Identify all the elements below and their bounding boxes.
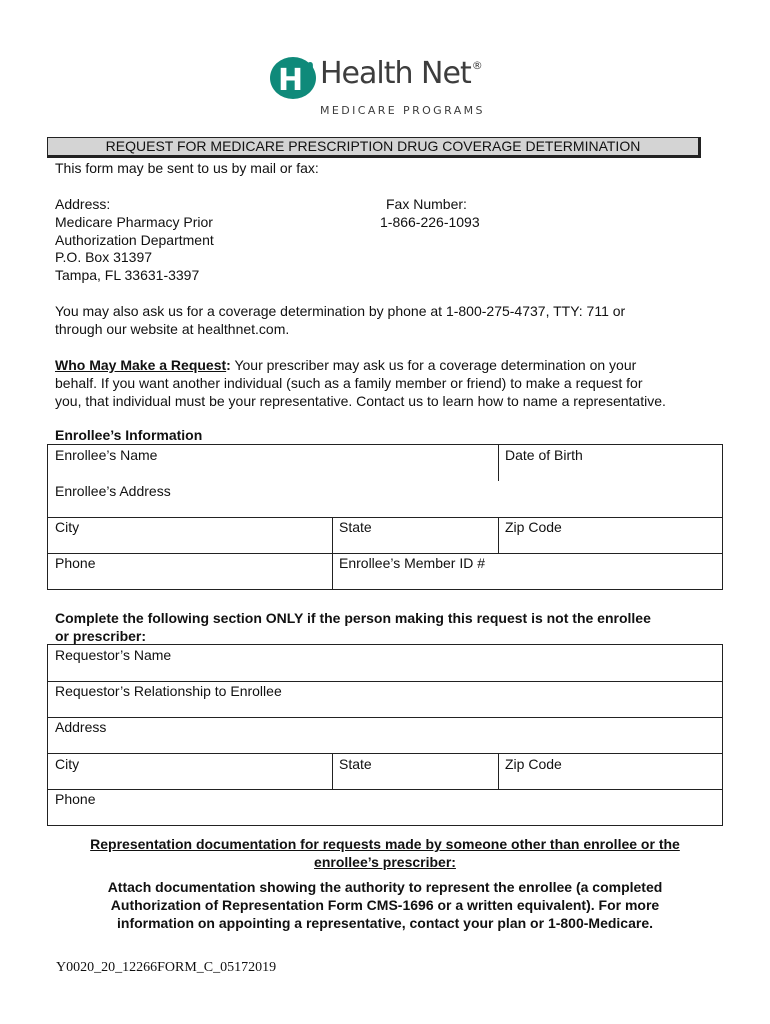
- representation-body-line: Attach documentation showing the authority to represent the enrollee (a completed: [107, 879, 663, 895]
- requestor-state-field[interactable]: State: [339, 756, 372, 772]
- logo-subtitle: MEDICARE PROGRAMS: [320, 104, 485, 117]
- enrollee-member-id-field[interactable]: Enrollee’s Member ID #: [339, 555, 486, 571]
- address-line: Tampa, FL 33631-3397: [55, 267, 200, 283]
- requestor-name-field[interactable]: Requestor’s Name: [55, 647, 172, 663]
- form-footer-code: Y0020_20_12266FORM_C_05172019: [56, 960, 277, 975]
- requestor-phone-field[interactable]: Phone: [55, 791, 96, 807]
- requestor-heading: Complete the following section ONLY if the person making this request is not the enrollee: [55, 610, 651, 626]
- representation-heading: Representation documentation for requests made by someone other than enrollee or the: [90, 836, 680, 852]
- requestor-relationship-field[interactable]: Requestor’s Relationship to Enrollee: [55, 683, 282, 699]
- logo-brand-name: Health Net®: [320, 56, 482, 91]
- fax-label: Fax Number:: [386, 196, 467, 212]
- health-net-logo: [268, 52, 508, 122]
- svg-text:n: n: [304, 58, 314, 74]
- fax-number: 1-866-226-1093: [380, 214, 480, 230]
- requestor-city-field[interactable]: City: [55, 756, 80, 772]
- address-line: Authorization Department: [55, 232, 214, 248]
- who-may-request-line: behalf. If you want another individual (such as a family member or friend) to make a request for: [55, 375, 643, 391]
- registered-mark: ®: [471, 59, 482, 72]
- address-line: Medicare Pharmacy Prior: [55, 214, 213, 230]
- enrollee-info-table: [47, 444, 723, 590]
- enrollee-name-field[interactable]: Enrollee’s Name: [55, 447, 158, 463]
- representation-body-line: information on appointing a representative, contact your plan or 1-800-Medicare.: [117, 915, 653, 931]
- requestor-heading: or prescriber:: [55, 628, 147, 644]
- phone-paragraph-line: You may also ask us for a coverage determination by phone at 1-800-275-4737, TTY: 711 or: [55, 303, 626, 319]
- who-may-heading: Who May Make a Request: [55, 357, 227, 373]
- enrollee-zip-field[interactable]: Zip Code: [505, 519, 562, 535]
- address-label: Address:: [55, 196, 111, 212]
- requestor-address-field[interactable]: Address: [55, 719, 107, 735]
- representation-body-line: Authorization of Representation Form CMS-1696 or a written equivalent). For more: [110, 897, 660, 913]
- enrollee-city-field[interactable]: City: [55, 519, 80, 535]
- enrollee-address-field[interactable]: Enrollee’s Address: [55, 483, 171, 499]
- intro-text: This form may be sent to us by mail or fax:: [55, 160, 319, 176]
- requestor-zip-field[interactable]: Zip Code: [505, 756, 562, 772]
- representation-heading: enrollee’s prescriber:: [314, 854, 456, 870]
- requestor-info-table: [47, 644, 723, 826]
- enrollee-dob-field[interactable]: Date of Birth: [505, 447, 583, 463]
- health-net-emblem-icon: [268, 52, 320, 102]
- address-line: P.O. Box 31397: [55, 249, 153, 265]
- enrollee-info-heading: Enrollee’s Information: [55, 427, 203, 443]
- phone-paragraph-line: through our website at healthnet.com.: [55, 321, 290, 337]
- who-may-request-line: Who May Make a Request: Your prescriber may ask us for a coverage determination on your: [55, 357, 637, 373]
- who-may-request-line: you, that individual must be your representative. Contact us to learn how to name a representative.: [55, 393, 666, 409]
- svg-text:H: H: [278, 63, 304, 98]
- form-title: REQUEST FOR MEDICARE PRESCRIPTION DRUG COVERAGE DETERMINATION: [47, 137, 701, 158]
- enrollee-state-field[interactable]: State: [339, 519, 372, 535]
- enrollee-phone-field[interactable]: Phone: [55, 555, 96, 571]
